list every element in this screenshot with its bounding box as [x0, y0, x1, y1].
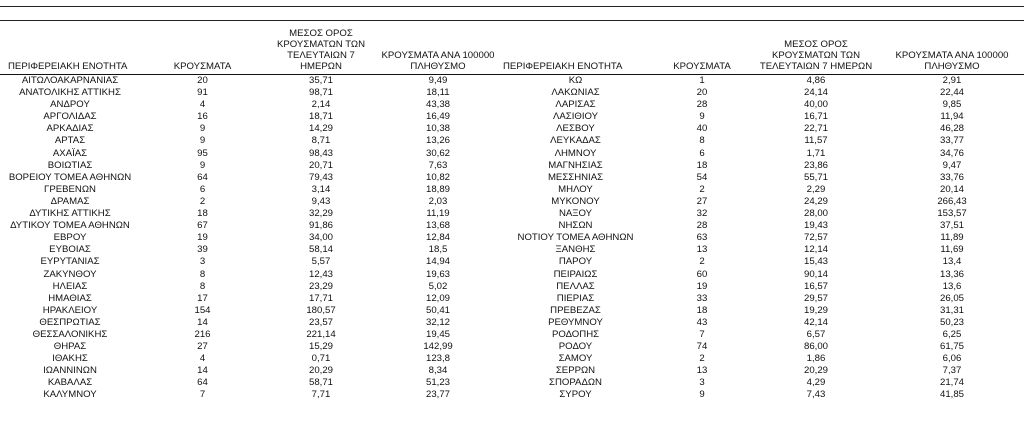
cell-region-left: ΙΩΑΝΝΙΝΩΝ — [43, 365, 97, 377]
cell-region-right: ΜΥΚΟΝΟΥ — [551, 195, 600, 207]
table-row — [0, 160, 1024, 172]
table-row — [0, 377, 1024, 389]
cell-region-right: ΝΗΣΩΝ — [558, 220, 593, 232]
cell-cases-left: 2 — [199, 195, 206, 207]
cell-cases-left: 20 — [197, 75, 208, 86]
cell-avg-left: 20,29 — [308, 365, 333, 377]
cell-per100k-right: 20,14 — [939, 183, 964, 195]
cell-cases-left: 216 — [194, 328, 211, 340]
header-per100k-right: ΚΡΟΥΣΜΑΤΑ ΑΝΑ 100000 ΠΛΗΘΥΣΜΟ — [880, 28, 1024, 75]
header-region-right: ΠΕΡΙΦΕΡΕΙΑΚΗ ΕΝΟΤΗΤΑ — [499, 28, 652, 75]
cell-per100k-left: 13,26 — [425, 135, 450, 147]
cell-cases-right: 7 — [699, 328, 705, 340]
cell-region-right: ΡΟΔΟΥ — [558, 341, 593, 353]
cell-avg-left: 15,29 — [308, 341, 333, 353]
cell-per100k-left: 18,89 — [425, 183, 450, 195]
cell-region-right: ΛΑΚΩΝΙΑΣ — [551, 87, 600, 99]
cell-region-right: ΚΩ — [568, 75, 583, 86]
header-per100k-left: ΚΡΟΥΣΜΑΤΑ ΑΝΑ 100000 ΠΛΗΘΥΣΜΟ — [377, 28, 499, 75]
cell-avg-left: 20,71 — [308, 159, 333, 171]
cell-region-right: ΣΠΟΡΑΔΩΝ — [549, 377, 602, 389]
cell-avg-right: 42,14 — [803, 316, 828, 328]
cell-cases-right: 18 — [696, 159, 708, 171]
cell-avg-right: 72,57 — [803, 232, 828, 244]
cell-cases-left: 91 — [197, 87, 208, 99]
cell-region-right: ΠΡΕΒΕΖΑΣ — [550, 304, 601, 316]
cell-region-right: ΝΑΞΟΥ — [558, 208, 593, 220]
cell-cases-left: 67 — [197, 220, 208, 232]
cell-per100k-left: 50,41 — [425, 304, 450, 316]
cell-avg-left: 8,71 — [311, 135, 331, 147]
cell-per100k-right: 2,91 — [942, 75, 962, 86]
cell-region-right: ΜΑΓΝΗΣΙΑΣ — [548, 159, 603, 171]
cell-region-right: ΠΕΙΡΑΙΩΣ — [553, 268, 598, 280]
table-row — [0, 148, 1024, 160]
cell-per100k-left: 19,45 — [425, 328, 450, 340]
table-row — [0, 111, 1024, 123]
cell-avg-right: 24,14 — [803, 87, 828, 99]
cell-cases-right: 2 — [699, 256, 705, 268]
cell-cases-left: 17 — [197, 292, 208, 304]
cell-per100k-right: 61,75 — [939, 341, 964, 353]
cell-cases-left: 3 — [199, 256, 206, 268]
cell-region-right: ΣΥΡΟΥ — [559, 389, 592, 401]
cell-avg-left: 221,14 — [306, 328, 336, 340]
cell-per100k-right: 9,85 — [942, 99, 962, 111]
cell-per100k-left: 19,63 — [425, 268, 450, 280]
cell-cases-left: 4 — [199, 99, 206, 111]
cell-avg-left: 58,14 — [308, 244, 333, 256]
cell-avg-left: 7,71 — [311, 389, 331, 401]
cell-region-left: ΔΥΤΙΚΗΣ ΑΤΤΙΚΗΣ — [29, 208, 111, 220]
cell-avg-right: 1,71 — [806, 147, 826, 159]
cell-cases-left: 16 — [197, 111, 208, 123]
cell-per100k-right: 33,77 — [939, 135, 964, 147]
cell-region-right: ΛΕΣΒΟΥ — [556, 123, 595, 135]
cell-region-left: ΕΥΡΥΤΑΝΙΑΣ — [40, 256, 100, 268]
cell-avg-right: 28,00 — [803, 208, 828, 220]
table-body — [0, 75, 1024, 402]
cell-region-right: ΠΕΛΛΑΣ — [556, 280, 595, 292]
cell-region-right: ΜΗΛΟΥ — [558, 183, 593, 195]
cell-per100k-left: 10,38 — [425, 123, 450, 135]
cell-cases-right: 2 — [699, 183, 705, 195]
cell-region-right: ΞΑΝΘΗΣ — [555, 244, 596, 256]
table-row — [0, 135, 1024, 147]
cell-cases-left: 18 — [197, 208, 208, 220]
cell-cases-right: 9 — [699, 389, 705, 401]
table-header-row — [0, 28, 1024, 75]
cell-cases-left: 64 — [197, 377, 208, 389]
cell-cases-right: 33 — [696, 292, 708, 304]
cell-region-left: ΗΛΕΙΑΣ — [52, 280, 88, 292]
cell-cases-right: 8 — [699, 135, 705, 147]
cell-cases-left: 4 — [199, 353, 206, 365]
cell-per100k-left: 7,63 — [428, 159, 448, 171]
cell-region-left: ΚΑΒΑΛΑΣ — [47, 377, 93, 389]
cell-per100k-right: 50,23 — [939, 316, 964, 328]
cell-per100k-right: 41,85 — [939, 389, 964, 401]
cell-region-right: ΡΟΔΟΠΗΣ — [551, 328, 600, 340]
table-row — [0, 353, 1024, 365]
cell-cases-right: 13 — [696, 244, 708, 256]
cell-region-right: ΠΙΕΡΙΑΣ — [556, 292, 595, 304]
cell-avg-right: 19,43 — [803, 220, 828, 232]
cell-region-right: ΣΕΡΡΩΝ — [555, 365, 596, 377]
cell-avg-left: 0,71 — [311, 353, 331, 365]
cell-per100k-right: 153,57 — [937, 208, 967, 220]
cell-avg-right: 1,86 — [806, 353, 826, 365]
table-row — [0, 305, 1024, 317]
cell-avg-left: 23,29 — [308, 280, 333, 292]
cell-per100k-right: 11,89 — [940, 232, 964, 244]
cell-avg-right: 23,86 — [803, 159, 828, 171]
cell-cases-right: 18 — [696, 304, 708, 316]
cell-avg-left: 35,71 — [308, 75, 333, 86]
cell-avg-right: 19,29 — [803, 304, 828, 316]
cell-region-left: ΑΡΚΑΔΙΑΣ — [46, 123, 94, 135]
cell-region-right: ΛΑΡΙΣΑΣ — [555, 99, 596, 111]
cell-region-right: ΜΕΣΣΗΝΙΑΣ — [547, 171, 604, 183]
cell-per100k-left: 18,11 — [426, 87, 450, 99]
table-row — [0, 244, 1024, 256]
cell-per100k-right: 33,76 — [939, 171, 964, 183]
cell-per100k-right: 7,37 — [942, 365, 962, 377]
cell-per100k-right: 266,43 — [937, 195, 967, 207]
cell-cases-right: 40 — [696, 123, 708, 135]
cell-avg-right: 2,29 — [806, 183, 826, 195]
cell-per100k-right: 34,76 — [939, 147, 964, 159]
cell-avg-right: 4,29 — [806, 377, 826, 389]
table-row — [0, 99, 1024, 111]
cell-avg-right: 90,14 — [803, 268, 828, 280]
cell-per100k-left: 14,94 — [425, 256, 450, 268]
table-row — [0, 184, 1024, 196]
cell-avg-left: 58,71 — [308, 377, 333, 389]
cell-cases-right: 28 — [696, 220, 708, 232]
cell-avg-left: 12,43 — [308, 268, 333, 280]
cell-cases-left: 9 — [199, 123, 206, 135]
cell-per100k-left: 23,77 — [425, 389, 450, 401]
cell-per100k-left: 10,82 — [425, 171, 450, 183]
second-rule — [0, 20, 1024, 21]
cell-per100k-right: 13,36 — [939, 268, 964, 280]
cell-avg-right: 11,57 — [804, 135, 828, 147]
cell-per100k-right: 6,06 — [942, 353, 962, 365]
cell-cases-right: 3 — [699, 377, 705, 389]
cell-region-left: ΑΧΑΪΑΣ — [52, 147, 88, 159]
cell-avg-left: 98,43 — [308, 147, 333, 159]
cell-region-right: ΡΕΘΥΜΝΟΥ — [548, 316, 603, 328]
cell-region-left: ΑΡΤΑΣ — [54, 135, 86, 147]
cell-cases-right: 6 — [699, 147, 705, 159]
cell-per100k-left: 13,68 — [425, 220, 450, 232]
cell-cases-left: 9 — [199, 159, 206, 171]
cell-avg-left: 32,29 — [308, 208, 333, 220]
table-row — [0, 172, 1024, 184]
cell-avg-left: 17,71 — [308, 292, 333, 304]
cell-cases-right: 60 — [696, 268, 708, 280]
cell-per100k-left: 18,5 — [428, 244, 448, 256]
cell-cases-left: 8 — [199, 280, 206, 292]
table-row — [0, 281, 1024, 293]
cell-avg-right: 16,71 — [803, 111, 828, 123]
cell-avg-right: 55,71 — [803, 171, 828, 183]
cell-per100k-left: 16,49 — [425, 111, 450, 123]
cell-avg-right: 24,29 — [803, 195, 828, 207]
cell-region-left: ΑΝΑΤΟΛΙΚΗΣ ΑΤΤΙΚΗΣ — [19, 87, 121, 99]
cell-cases-left: 6 — [199, 183, 206, 195]
cell-cases-left: 39 — [197, 244, 208, 256]
cell-region-left: ΒΟΙΩΤΙΑΣ — [47, 159, 93, 171]
cell-per100k-right: 31,31 — [939, 304, 964, 316]
cell-per100k-left: 43,38 — [425, 99, 450, 111]
cell-avg-left: 91,86 — [308, 220, 333, 232]
cell-region-left: ΚΑΛΥΜΝΟΥ — [43, 389, 97, 401]
cell-cases-right: 19 — [696, 280, 708, 292]
cell-region-left: ΗΡΑΚΛΕΙΟΥ — [42, 304, 98, 316]
cell-avg-right: 6,57 — [806, 328, 826, 340]
table-row — [0, 269, 1024, 281]
cell-cases-right: 32 — [696, 208, 708, 220]
cell-region-left: ΗΜΑΘΙΑΣ — [48, 292, 92, 304]
cell-avg-left: 79,43 — [308, 171, 333, 183]
table-row — [0, 87, 1024, 99]
cell-per100k-right: 22,44 — [939, 87, 964, 99]
cell-region-left: ΔΥΤΙΚΟΥ ΤΟΜΕΑ ΑΘΗΝΩΝ — [10, 220, 130, 232]
cell-region-left: ΔΡΑΜΑΣ — [50, 195, 90, 207]
cell-per100k-left: 9,49 — [428, 75, 448, 86]
cell-per100k-left: 11,19 — [426, 208, 450, 220]
cell-avg-left: 2,14 — [311, 99, 331, 111]
cell-avg-right: 16,57 — [803, 280, 828, 292]
cell-per100k-left: 2,03 — [428, 195, 448, 207]
table-row — [0, 389, 1024, 401]
cell-per100k-right: 6,25 — [942, 328, 962, 340]
cell-per100k-left: 123,8 — [425, 353, 450, 365]
cell-region-left: ΘΗΡΑΣ — [53, 341, 87, 353]
cell-avg-right: 4,86 — [806, 75, 826, 86]
cell-per100k-left: 5,02 — [428, 280, 448, 292]
table-row — [0, 256, 1024, 268]
cell-per100k-right: 9,47 — [942, 159, 962, 171]
cell-per100k-left: 30,62 — [425, 147, 450, 159]
cell-cases-left: 95 — [197, 147, 208, 159]
table-row — [0, 365, 1024, 377]
cell-cases-right: 9 — [699, 111, 705, 123]
cell-cases-left: 19 — [197, 232, 208, 244]
table-row — [0, 232, 1024, 244]
cell-region-right: ΠΑΡΟΥ — [558, 256, 593, 268]
header-avg-left: ΜΕΣΟΣ ΟΡΟΣ ΚΡΟΥΣΜΑΤΩΝ ΤΩΝ ΤΕΛΕΥΤΑΙΩΝ 7 ΗΜΕΡΩΝ — [265, 28, 377, 75]
cell-avg-right: 15,43 — [803, 256, 828, 268]
cell-region-right: ΝΟΤΙΟΥ ΤΟΜΕΑ ΑΘΗΝΩΝ — [517, 232, 634, 244]
cases-table — [0, 28, 1024, 402]
cell-per100k-right: 21,74 — [939, 377, 964, 389]
cell-cases-right: 27 — [696, 195, 708, 207]
table-row — [0, 75, 1024, 88]
cell-cases-right: 74 — [696, 341, 708, 353]
cell-per100k-left: 51,23 — [425, 377, 450, 389]
cell-region-right: ΛΑΣΙΘΙΟΥ — [552, 111, 599, 123]
cell-per100k-right: 26,05 — [939, 292, 964, 304]
header-cases-right: ΚΡΟΥΣΜΑΤΑ — [652, 28, 752, 75]
table-row — [0, 341, 1024, 353]
table-row — [0, 329, 1024, 341]
header-avg-right: ΜΕΣΟΣ ΟΡΟΣ ΚΡΟΥΣΜΑΤΩΝ ΤΩΝ ΤΕΛΕΥΤΑΙΩΝ 7 ΗΜΕΡΩΝ — [752, 28, 880, 75]
cell-cases-right: 1 — [699, 75, 705, 86]
cell-avg-right: 29,57 — [803, 292, 828, 304]
cell-cases-right: 28 — [696, 99, 708, 111]
cell-region-left: ΙΘΑΚΗΣ — [52, 353, 88, 365]
table-row — [0, 123, 1024, 135]
cell-region-left: ΓΡΕΒΕΝΩΝ — [44, 183, 96, 195]
cell-cases-left: 154 — [194, 304, 211, 316]
cell-per100k-left: 12,09 — [425, 292, 450, 304]
cell-avg-left: 23,57 — [308, 316, 333, 328]
top-rule — [0, 6, 1024, 7]
cell-cases-left: 9 — [199, 135, 206, 147]
cell-cases-right: 20 — [696, 87, 708, 99]
cell-avg-left: 98,71 — [308, 87, 333, 99]
cell-region-left: ΑΙΤΩΛΟΑΚΑΡΝΑΝΙΑΣ — [21, 75, 119, 86]
cell-region-left: ΑΝΔΡΟΥ — [50, 99, 90, 111]
cell-per100k-right: 13,4 — [942, 256, 962, 268]
cell-per100k-right: 11,94 — [940, 111, 964, 123]
cell-region-left: ΕΒΡΟΥ — [53, 232, 87, 244]
table-row — [0, 196, 1024, 208]
cell-avg-right: 86,00 — [803, 341, 828, 353]
cell-region-right: ΣΑΜΟΥ — [558, 353, 593, 365]
table-row — [0, 293, 1024, 305]
cell-cases-left: 27 — [197, 341, 208, 353]
cell-cases-right: 13 — [696, 365, 708, 377]
header-cases-left: ΚΡΟΥΣΜΑΤΑ — [140, 28, 265, 75]
cell-avg-right: 40,00 — [803, 99, 828, 111]
cell-per100k-left: 32,12 — [425, 316, 450, 328]
cell-avg-left: 18,71 — [308, 111, 333, 123]
cell-region-right: ΛΕΥΚΑΔΑΣ — [550, 135, 601, 147]
cell-cases-left: 14 — [197, 316, 208, 328]
cell-avg-left: 180,57 — [306, 304, 336, 316]
table-row — [0, 208, 1024, 220]
cell-avg-right: 22,71 — [803, 123, 828, 135]
cell-avg-right: 20,29 — [803, 365, 828, 377]
cell-cases-right: 43 — [696, 316, 708, 328]
table-row — [0, 317, 1024, 329]
cell-per100k-left: 12,84 — [425, 232, 450, 244]
cell-per100k-right: 37,51 — [939, 220, 964, 232]
cell-avg-left: 14,29 — [308, 123, 333, 135]
cell-avg-left: 5,57 — [311, 256, 331, 268]
cell-cases-right: 63 — [696, 232, 708, 244]
cell-avg-right: 12,14 — [803, 244, 828, 256]
header-region-left: ΠΕΡΙΦΕΡΕΙΑΚΗ ΕΝΟΤΗΤΑ — [0, 28, 140, 75]
cell-region-right: ΛΗΜΝΟΥ — [554, 147, 597, 159]
table-row — [0, 220, 1024, 232]
cell-avg-right: 7,43 — [806, 389, 826, 401]
cell-region-left: ΒΟΡΕΙΟΥ ΤΟΜΕΑ ΑΘΗΝΩΝ — [8, 171, 132, 183]
cell-cases-right: 54 — [696, 171, 708, 183]
cell-cases-left: 7 — [199, 389, 206, 401]
cell-region-left: ΘΕΣΣΑΛΟΝΙΚΗΣ — [32, 328, 108, 340]
cell-per100k-left: 8,34 — [428, 365, 448, 377]
cell-region-left: ΑΡΓΟΛΙΔΑΣ — [43, 111, 97, 123]
cell-cases-left: 14 — [197, 365, 208, 377]
cell-per100k-right: 11,69 — [940, 244, 964, 256]
cell-per100k-right: 13,6 — [942, 280, 962, 292]
cell-per100k-left: 142,99 — [423, 341, 453, 353]
cell-avg-left: 3,14 — [311, 183, 331, 195]
cell-region-left: ΖΑΚΥΝΘΟΥ — [43, 268, 97, 280]
cell-avg-left: 9,43 — [311, 195, 331, 207]
cell-cases-left: 64 — [197, 171, 208, 183]
cell-per100k-right: 46,28 — [939, 123, 964, 135]
cell-region-left: ΘΕΣΠΡΩΤΙΑΣ — [39, 316, 101, 328]
cell-cases-right: 2 — [699, 353, 705, 365]
cell-region-left: ΕΥΒΟΙΑΣ — [49, 244, 91, 256]
cell-cases-left: 8 — [199, 268, 206, 280]
cell-avg-left: 34,00 — [308, 232, 333, 244]
